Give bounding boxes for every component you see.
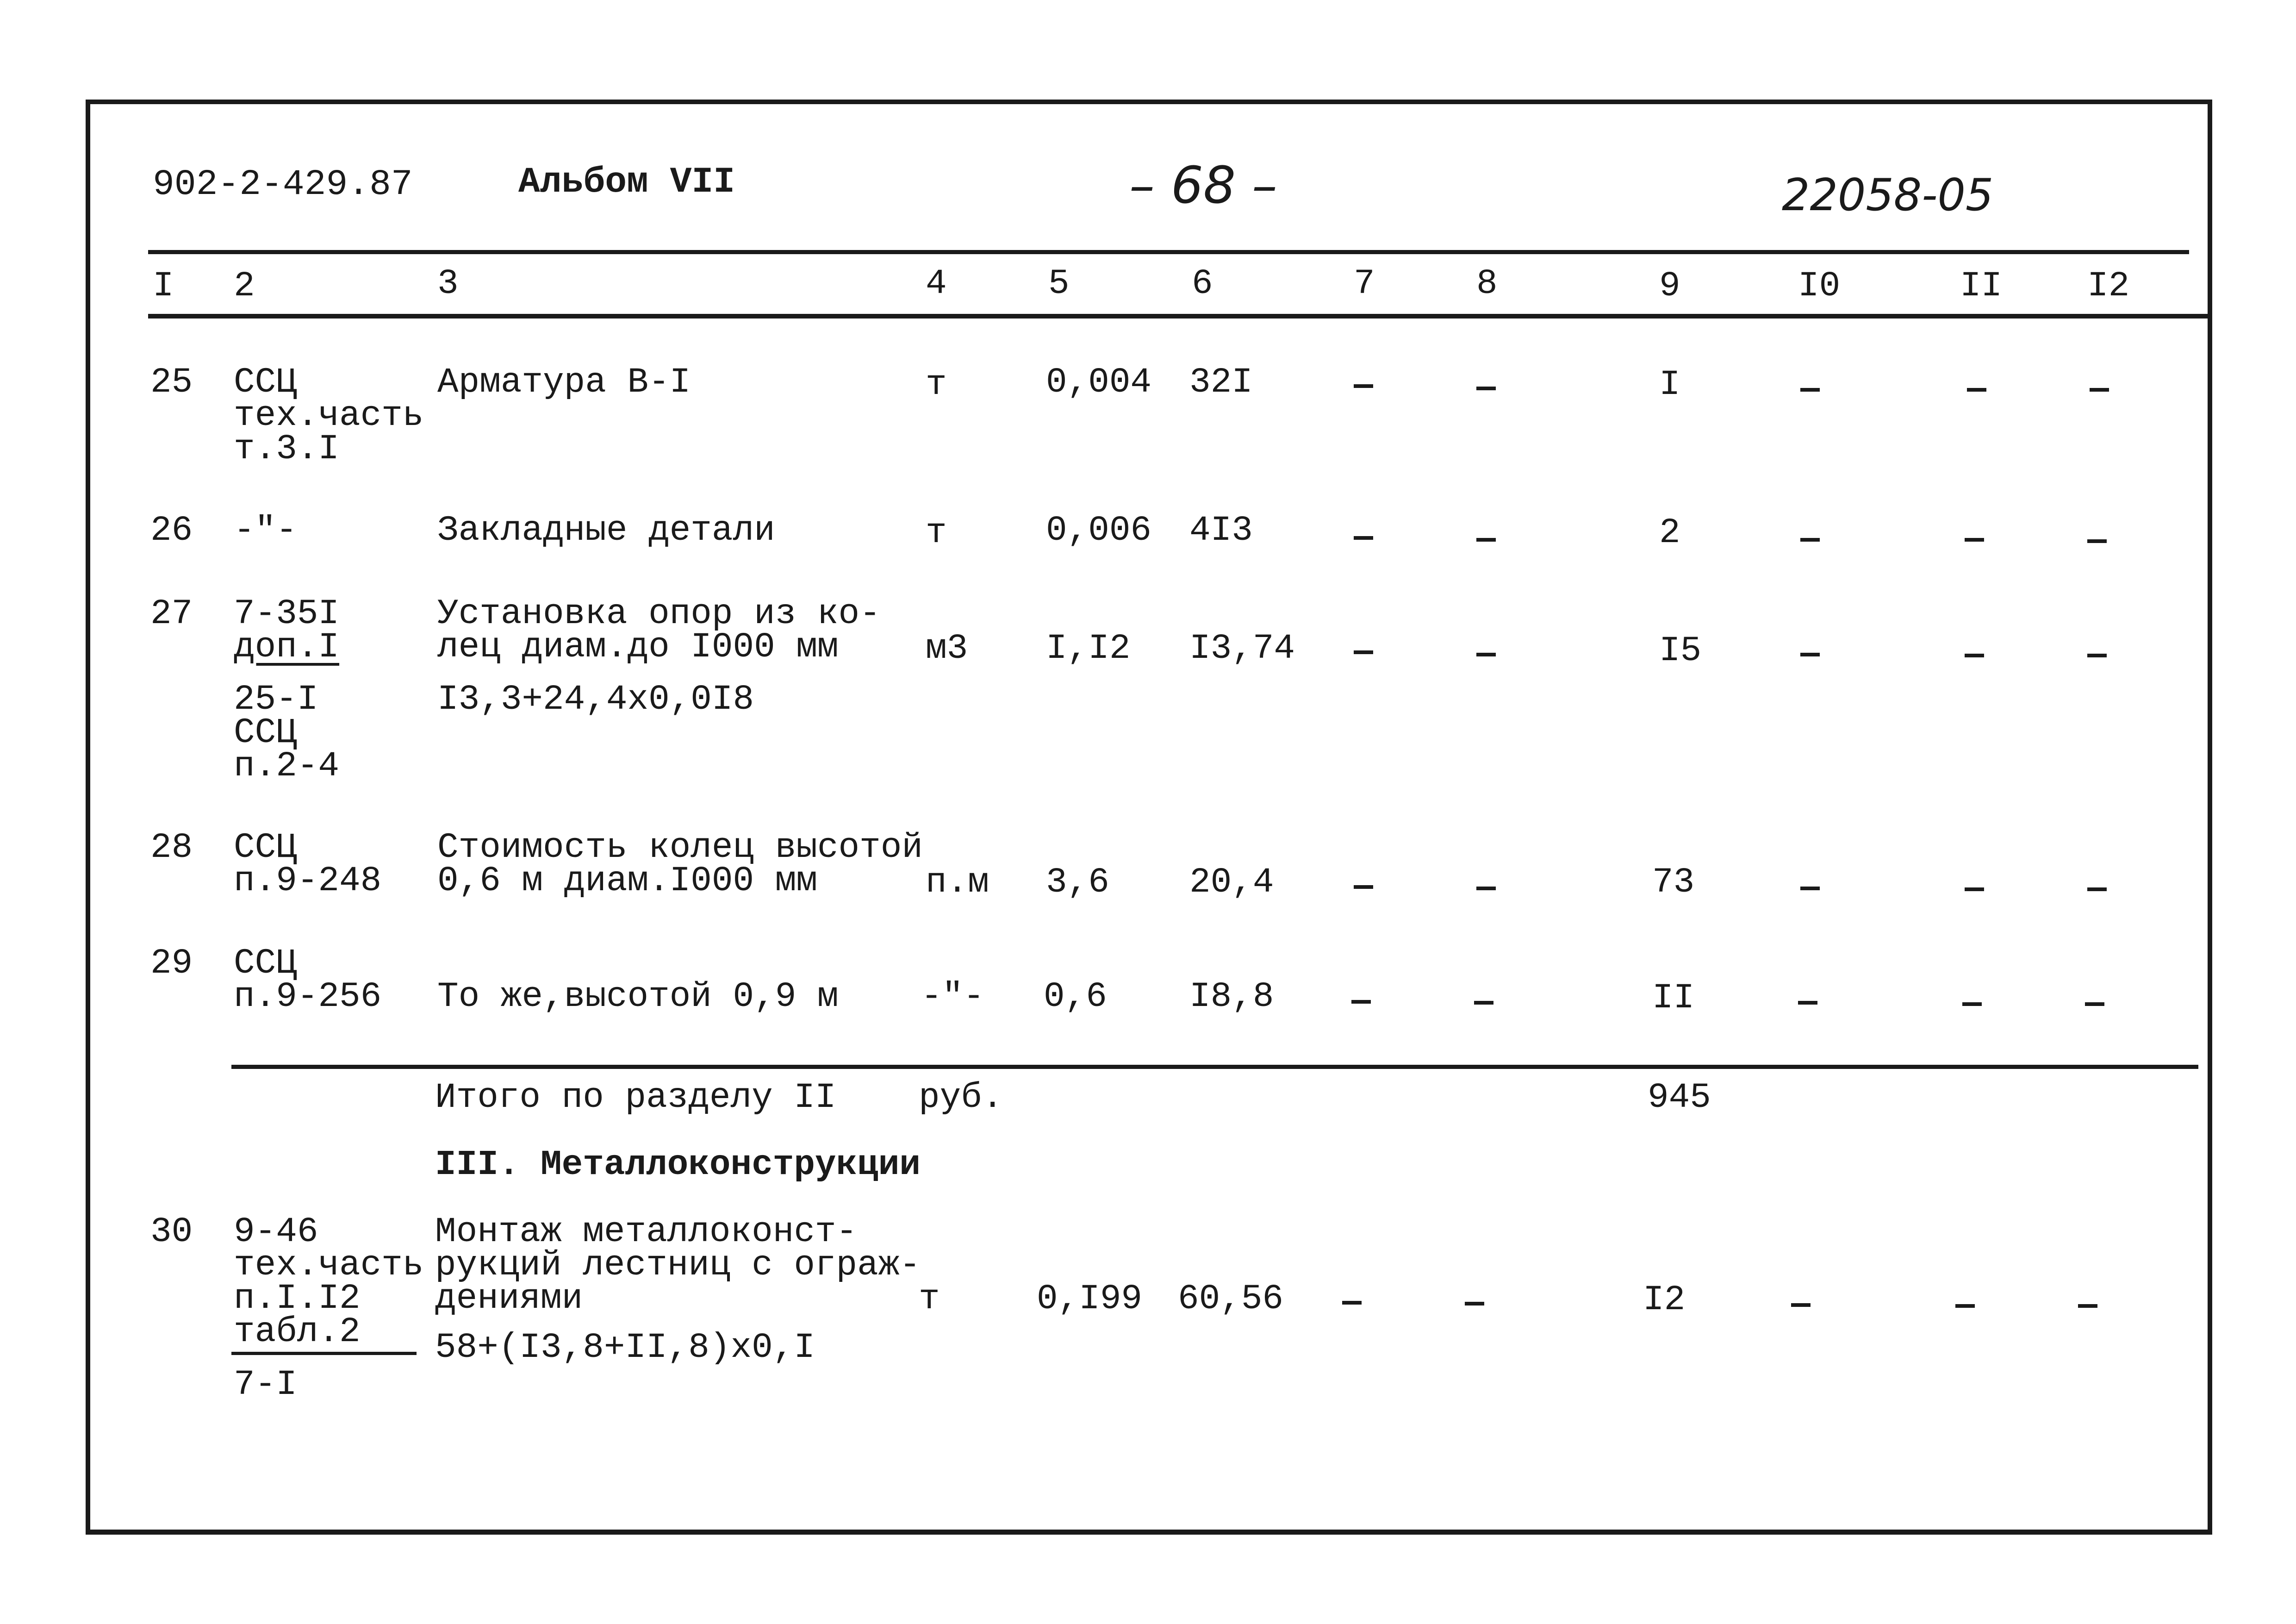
dash-col-12 xyxy=(2078,1304,2097,1308)
reference-line: тех.часть xyxy=(234,1245,424,1285)
reference-line: тех.часть xyxy=(234,396,424,436)
reference-line: п.I.I2 xyxy=(234,1279,361,1318)
dash-col-8 xyxy=(1474,1001,1493,1005)
item-name: дениями xyxy=(435,1279,583,1318)
reference-line: т.3.I xyxy=(234,429,340,469)
column-header-1: I xyxy=(153,266,174,306)
dash-col-12 xyxy=(2085,1002,2104,1006)
column-header-6: 6 xyxy=(1192,264,1213,304)
unit-price: I8,8 xyxy=(1189,977,1274,1017)
unit: м3 xyxy=(926,629,968,668)
unit: т xyxy=(919,1279,940,1319)
section-heading: III. Металлоконструкции xyxy=(435,1145,921,1185)
document-code: 22058-05 xyxy=(1782,170,1994,221)
dash-col-10 xyxy=(1800,538,1820,542)
album-label: Альбом VII xyxy=(518,162,735,203)
reference-line: -"- xyxy=(234,511,297,550)
reference-line: ССЦ xyxy=(234,713,297,753)
dash-col-10 xyxy=(1800,653,1820,656)
total: 2 xyxy=(1659,513,1680,553)
dash-col-11 xyxy=(1962,1002,1982,1006)
item-name: Монтаж металлоконст- xyxy=(435,1212,858,1252)
dash-col-12 xyxy=(2087,654,2107,657)
row-number: 30 xyxy=(150,1212,193,1252)
dash-col-10 xyxy=(1800,388,1820,392)
page-number: – 68 – xyxy=(1129,156,1277,215)
quantity: 3,6 xyxy=(1046,862,1109,902)
dash-col-11 xyxy=(1965,887,1984,891)
total: I2 xyxy=(1643,1280,1686,1320)
quantity: 0,I99 xyxy=(1037,1279,1143,1319)
item-name: Закладные детали xyxy=(437,511,775,550)
item-name: рукций лестниц с ограж- xyxy=(435,1245,921,1285)
dash-col-10 xyxy=(1798,1001,1817,1005)
quantity: 0,006 xyxy=(1046,511,1152,550)
dash-col-11 xyxy=(1965,538,1984,542)
total: I xyxy=(1659,365,1680,405)
dash-col-10 xyxy=(1791,1303,1811,1307)
column-header-7: 7 xyxy=(1354,264,1375,304)
dash-col-7 xyxy=(1354,650,1373,654)
dash-col-10 xyxy=(1800,887,1820,890)
reference-line: п.9-256 xyxy=(234,977,382,1017)
dash-col-11 xyxy=(1955,1304,1975,1308)
dash-col-12 xyxy=(2087,539,2107,543)
total: II xyxy=(1652,978,1695,1018)
formula: I3,3+24,4x0,0I8 xyxy=(437,680,754,719)
reference-line: доп.I xyxy=(234,627,340,667)
dash-col-12 xyxy=(2090,388,2109,392)
unit-price: 32I xyxy=(1189,362,1253,402)
item-name: 0,6 м диам.I000 мм xyxy=(437,861,817,901)
reference-line: 7-I xyxy=(234,1365,297,1405)
unit-price: I3,74 xyxy=(1189,629,1295,668)
unit-price: 60,56 xyxy=(1178,1279,1284,1319)
dash-col-7 xyxy=(1354,536,1373,540)
row-number: 28 xyxy=(150,828,193,868)
total: I5 xyxy=(1659,631,1702,671)
column-header-4: 4 xyxy=(926,264,947,304)
dash-col-11 xyxy=(1967,388,1986,392)
dash-col-7 xyxy=(1354,384,1373,388)
item-name: Стоимость колец высотой xyxy=(437,828,923,868)
column-header-2: 2 xyxy=(234,266,255,306)
dash-col-7 xyxy=(1351,1000,1371,1004)
formula: 58+(I3,8+II,8)x0,I xyxy=(435,1328,815,1368)
subtotal-total: 945 xyxy=(1648,1078,1711,1118)
dash-col-7 xyxy=(1354,885,1373,889)
column-header-10: I0 xyxy=(1798,266,1841,306)
item-name: То же,высотой 0,9 м xyxy=(437,977,839,1017)
subtotal-label: Итого по разделу II xyxy=(435,1078,836,1118)
dash-col-8 xyxy=(1476,887,1496,890)
dash-col-8 xyxy=(1476,538,1496,542)
section-rule xyxy=(231,1065,2198,1069)
row-number: 29 xyxy=(150,943,193,983)
column-header-11: II xyxy=(1960,266,2003,306)
dash-col-11 xyxy=(1965,654,1984,657)
reference-line: табл.2 xyxy=(234,1312,361,1352)
quantity: 0,004 xyxy=(1046,362,1152,402)
quantity: 0,6 xyxy=(1044,977,1107,1017)
item-name: Арматура В-I xyxy=(437,362,691,402)
unit: п.м xyxy=(926,862,989,902)
row-number: 25 xyxy=(150,362,193,402)
dash-col-7 xyxy=(1342,1301,1362,1305)
column-header-9: 9 xyxy=(1659,266,1680,306)
item-name: лец диам.до I000 мм xyxy=(437,627,839,667)
unit: т xyxy=(926,365,947,405)
reference-line: 25-I xyxy=(234,680,318,719)
column-header-5: 5 xyxy=(1048,264,1070,304)
subtotal-unit: руб. xyxy=(919,1078,1003,1118)
dash-col-12 xyxy=(2087,887,2107,891)
row-number: 26 xyxy=(150,511,193,550)
quantity: I,I2 xyxy=(1046,629,1131,668)
dash-col-8 xyxy=(1476,387,1496,390)
item-name: Установка опор из ко- xyxy=(437,594,881,634)
unit: -"- xyxy=(921,977,984,1017)
dash-col-8 xyxy=(1465,1302,1484,1305)
reference-line: ССЦ xyxy=(234,828,297,868)
reference-line: 9-46 xyxy=(234,1212,318,1252)
total: 73 xyxy=(1652,862,1695,902)
reference-line: 7-35I xyxy=(234,594,340,634)
reference-line: ССЦ xyxy=(234,943,297,983)
doc-number: 902-2-429.87 xyxy=(153,164,413,205)
row-number: 27 xyxy=(150,594,193,634)
reference-line: п.2-4 xyxy=(234,746,340,786)
fraction-rule xyxy=(231,1352,417,1355)
header-bottom-rule xyxy=(148,314,2210,319)
column-header-8: 8 xyxy=(1476,264,1498,304)
column-header-12: I2 xyxy=(2087,266,2130,306)
column-header-3: 3 xyxy=(437,264,459,304)
header-top-rule xyxy=(148,250,2189,254)
reference-line: п.9-248 xyxy=(234,861,382,901)
unit-price: 20,4 xyxy=(1189,862,1274,902)
dash-col-8 xyxy=(1476,653,1496,656)
unit: т xyxy=(926,513,947,553)
reference-line: ССЦ xyxy=(234,362,297,402)
unit-price: 4I3 xyxy=(1189,511,1253,550)
